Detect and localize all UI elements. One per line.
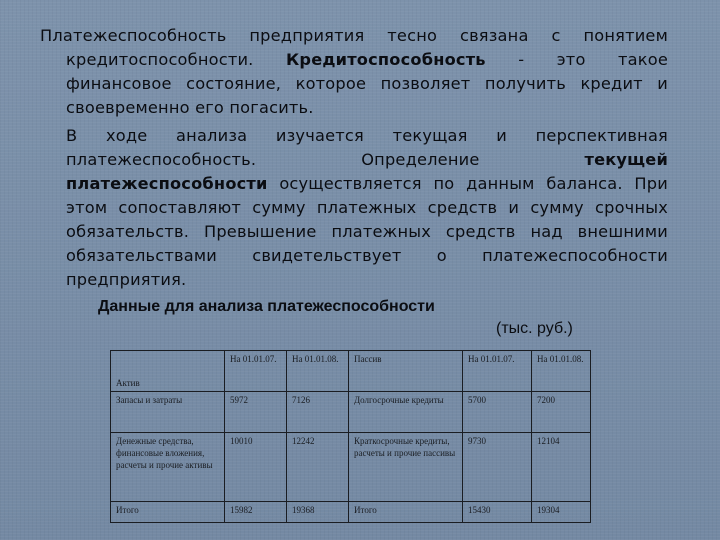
table-cell: Краткосрочные кредиты, расчеты и прочие пассивы [349,433,463,502]
text-line: предприятия. [66,270,187,289]
text-line: Платежеспособность предприятия тесно связана с понятием [40,26,668,45]
table-cell: 19368 [287,502,349,523]
text-span: - это такое [485,50,668,69]
text-line [40,48,668,72]
table-cell: 12242 [287,433,349,502]
table-cell: 15430 [463,502,532,523]
header-cell: На 01.01.07. [463,351,532,392]
table-cell: 5972 [225,392,287,433]
table-cell: 15982 [225,502,287,523]
table-cell: 9730 [463,433,532,502]
table-row [111,392,591,433]
table-header-row [111,351,591,392]
text-line [40,172,668,196]
analysis-paragraph [40,124,668,292]
header-cell: Актив [111,351,225,392]
table-row [111,433,591,502]
text-line: финансовое состояние, которое позволяет получить кредит и [66,74,668,93]
table-title: Данные для анализа платежеспособности [98,298,435,315]
bold-term: Кредитоспособность [285,50,486,69]
table-cell: 5700 [463,392,532,433]
table-cell: Денежные средства, финансовые вложения, расчеты и прочие активы [111,433,225,502]
bold-term: платежеспособности [66,174,268,193]
header-cell: На 01.01.07. [225,351,287,392]
header-cell: Пассив [349,351,463,392]
text-span: осуществляется по данным баланса. При [267,174,668,193]
table-cell: Долгосрочные кредиты [349,392,463,433]
header-cell: На 01.01.08. [287,351,349,392]
text-line [40,148,668,172]
table-cell: 12104 [532,433,591,502]
table-cell: 19304 [532,502,591,523]
text-span: платежеспособность. Определение [66,150,585,169]
text-line: В ходе анализа изучается текущая и перспективная [66,126,668,145]
text-line: обязательствами свидетельствует о платежеспособности [66,246,668,265]
header-cell: На 01.01.08. [532,351,591,392]
text-line: обязательств. Превышение платежных средств над внешними [66,222,668,241]
table-cell: Запасы и затраты [111,392,225,433]
table-cell: Итого [349,502,463,523]
table-cell: 7126 [287,392,349,433]
bold-term: текущей [584,150,668,169]
solvency-paragraph [40,24,668,120]
table-cell: Итого [111,502,225,523]
table-cell: 10010 [225,433,287,502]
table-cell: 7200 [532,392,591,433]
text-line: этом сопоставляют сумму платежных средств и сумму срочных [66,198,668,217]
text-span: кредитоспособности. [66,50,286,69]
table-unit: (тыс. руб.) [496,320,573,337]
solvency-table [110,350,591,523]
table-total-row [111,502,591,523]
text-line: своевременно его погасить. [66,98,314,117]
